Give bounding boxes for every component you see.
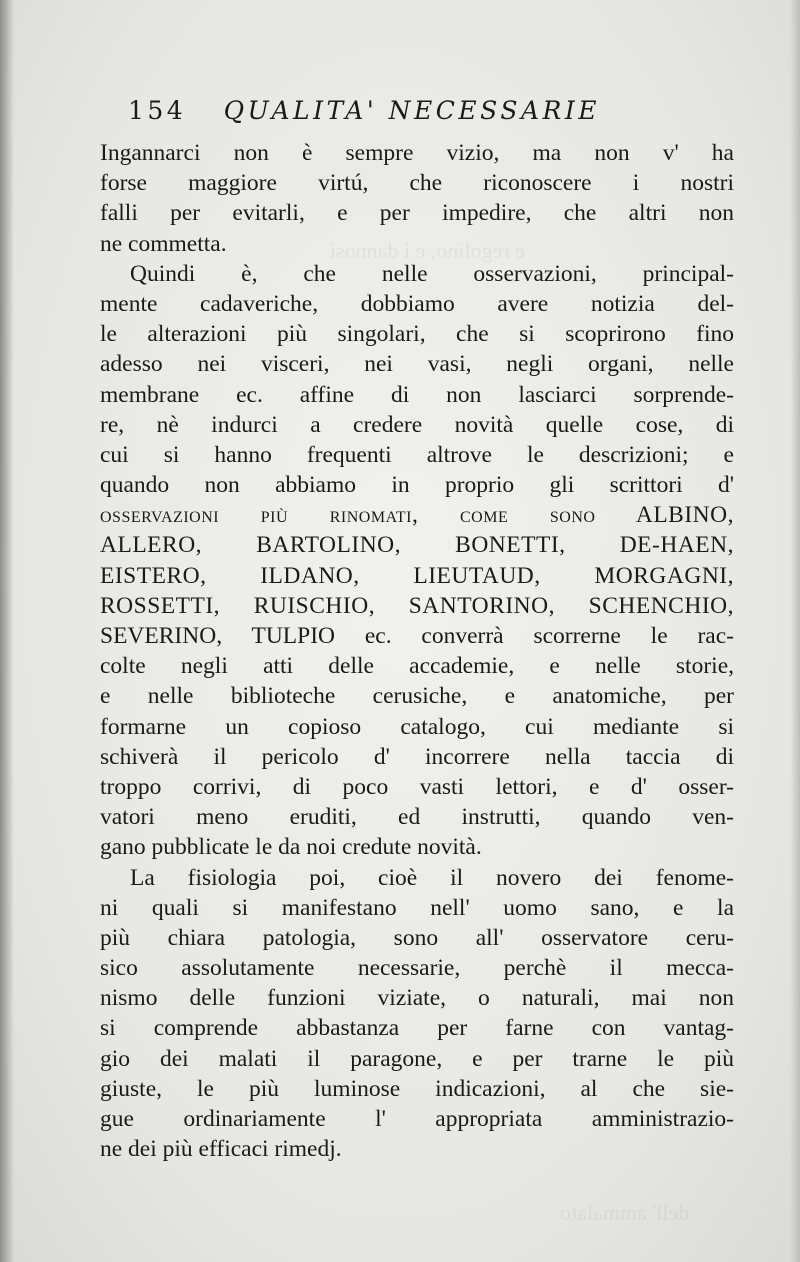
text-line: ne dei più efficaci rimedj.	[100, 1136, 342, 1163]
text-line: formarne un copioso catalogo, cui mediante si	[100, 713, 734, 740]
text-line: troppo corrivi, di poco vasti lettori, e d' osser-	[100, 773, 734, 800]
text-line: le alterazioni più singolari, che si scoprirono fino	[100, 321, 734, 348]
text-line: forse maggiore virtú, che riconoscere i nostri	[100, 170, 734, 197]
page-number: 154	[128, 96, 187, 125]
text-line: vatori meno eruditi, ed instrutti, quando ven-	[100, 804, 734, 831]
text-line: gue ordinariamente l' appropriata amministrazio-	[100, 1106, 734, 1132]
text-line: adesso nei visceri, nei vasi, negli organi, nelle	[100, 351, 734, 378]
text-line: falli per evitarli, e per impedire, che altri non	[100, 200, 734, 227]
text-line: colte negli atti delle accademie, e nelle storie,	[100, 653, 734, 680]
text-line: membrane ec. affine di non lasciarci sorprende-	[100, 381, 734, 408]
text-line: cui si hanno frequenti altrove le descrizioni; e	[100, 441, 734, 468]
text-line: sico assolutamente necessarie, perchè il mecca-	[100, 955, 734, 982]
text-line: più chiara patologia, sono all' osservatore ceru-	[100, 924, 734, 951]
text-line: mente cadaveriche, dobbiamo avere notizia del-	[100, 290, 734, 317]
body-text	[100, 138, 734, 1164]
text-line: Quindi è, che nelle osservazioni, principal-	[130, 260, 734, 287]
text-line: ni quali si manifestano nell' uomo sano, e la	[100, 894, 734, 921]
text-line: ROSSETTI, RUISCHIO, SANTORINO, SCHENCHIO,	[100, 592, 734, 619]
text-line: quando non abbiamo in proprio gli scrittori d'	[100, 472, 734, 499]
show-through-text: dell' ammalato	[560, 1200, 690, 1225]
text-line: nismo delle funzioni viziate, o naturali, mai non	[100, 985, 734, 1012]
text-line: ALLERO, BARTOLINO, BONETTI, DE-HAEN,	[100, 532, 734, 559]
text-line: gano pubblicate le da noi credute novità.	[100, 834, 482, 861]
text-line: si comprende abbastanza per farne con vantag-	[100, 1015, 734, 1042]
running-title: QUALITA' NECESSARIE	[223, 96, 600, 125]
text-line: gio dei malati il paragone, e per trarne le più	[100, 1045, 734, 1072]
text-line: re, nè indurci a credere novità quelle cose, di	[100, 411, 734, 438]
text-line: schiverà il pericolo d' incorrere nella taccia di	[100, 743, 734, 770]
text-line: La fisiologia poi, cioè il novero dei fenome-	[130, 864, 734, 891]
show-through-text: e regolino, e i dannosi	[330, 238, 525, 263]
running-head	[128, 96, 648, 126]
text-line: EISTERO, ILDANO, LIEUTAUD, MORGAGNI,	[100, 562, 734, 589]
text-line: SEVERINO, TULPIO ec. converrà scorrerne le rac-	[100, 623, 734, 649]
text-line: ne commetta.	[100, 230, 227, 257]
text-line: Ingannarci non è sempre vizio, ma non v' ha	[100, 140, 734, 166]
text-line: giuste, le più luminose indicazioni, al che sie-	[100, 1075, 734, 1102]
text-line: e nelle biblioteche cerusiche, e anatomiche, per	[100, 683, 734, 710]
text-line: osservazioni più rinomati, come sono ALBINO,	[100, 502, 734, 529]
